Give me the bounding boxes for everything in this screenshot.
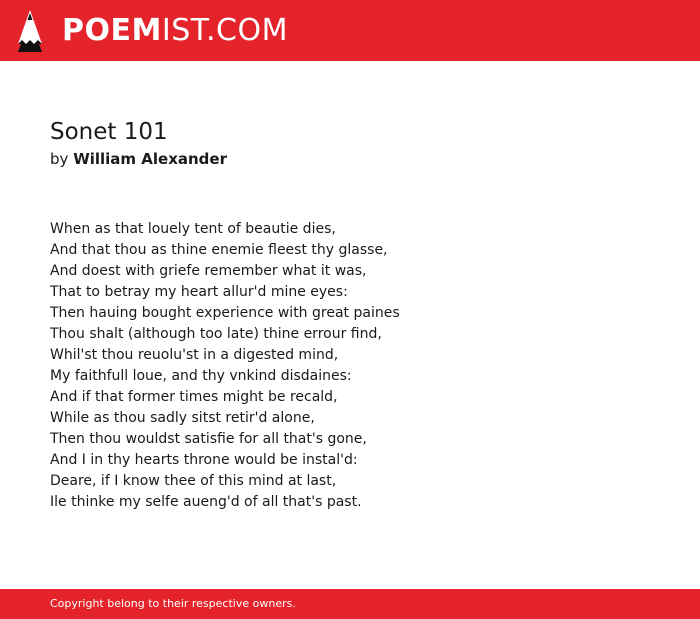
poem-line: And that thou as thine enemie fleest thy glasse, xyxy=(50,242,388,258)
poem-line: That to betray my heart allur'd mine eyes: xyxy=(50,284,348,300)
poem-title: Sonet 101 xyxy=(50,119,168,145)
byline xyxy=(50,149,227,169)
poem-line: Ile thinke my selfe aueng'd of all that's past. xyxy=(50,494,362,510)
poem-line: Whil'st thou reuolu'st in a digested mind, xyxy=(50,347,339,363)
pencil-icon[interactable] xyxy=(18,10,42,52)
logo-bold-text: POEM xyxy=(62,13,162,48)
site-logo[interactable] xyxy=(62,13,288,49)
poem-line: Deare, if I know thee of this mind at last, xyxy=(50,473,337,489)
poem-line: And if that former times might be recald, xyxy=(50,389,338,405)
logo-light-text: IST.COM xyxy=(161,13,288,48)
by-label: by xyxy=(50,150,69,168)
poem-line: When as that louely tent of beautie dies, xyxy=(50,221,336,237)
poem-line: Then hauing bought experience with great paines xyxy=(50,305,400,321)
poem-line: And doest with griefe remember what it was, xyxy=(50,263,367,279)
author-name: William Alexander xyxy=(73,150,227,168)
poem-line: Thou shalt (although too late) thine errour find, xyxy=(50,326,382,342)
poem-line: My faithfull loue, and thy vnkind disdaines: xyxy=(50,368,352,384)
site-header xyxy=(0,0,700,61)
poem-line: Then thou wouldst satisfie for all that's gone, xyxy=(50,431,367,447)
poem-line: And I in thy hearts throne would be instal'd: xyxy=(50,452,358,468)
site-footer xyxy=(0,589,700,619)
copyright-text: Copyright belong to their respective owners. xyxy=(50,597,296,610)
poem-body xyxy=(50,219,400,513)
poem-line: While as thou sadly sitst retir'd alone, xyxy=(50,410,315,426)
